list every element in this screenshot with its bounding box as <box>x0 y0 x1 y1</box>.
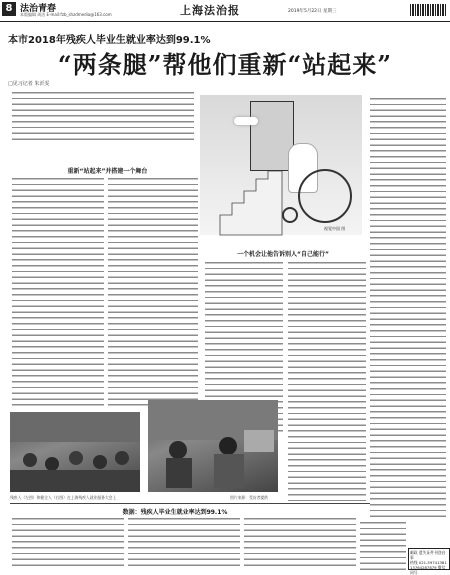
page-number: 8 <box>2 2 16 16</box>
wheelchair-small-wheel-icon <box>282 207 298 223</box>
wheelchair-wheel-icon <box>298 169 352 223</box>
body-col-7 <box>244 518 356 570</box>
body-col-2 <box>108 178 198 408</box>
body-col-4 <box>288 262 366 502</box>
article-headline: “两条腿”帮他们重新“站起来” <box>57 50 393 79</box>
photo-job-fair <box>10 412 140 492</box>
subhead-data: 数据：残疾人毕业生就业率达到99.1% <box>122 509 228 516</box>
ad-line-2: 热线 021-59741381 <box>410 560 447 565</box>
photo-caption-2: 图片来源：受访者提供 <box>230 495 268 500</box>
body-col-6 <box>128 518 240 570</box>
masthead <box>0 0 450 22</box>
barcode-icon <box>410 4 446 16</box>
editor-meta: 本版编辑 周洁 E-mail:fzb_shzdmedia@163.com <box>20 12 112 17</box>
newspaper-logo: 上海法治报 <box>180 4 240 17</box>
section-title: 法治青春 <box>20 4 57 14</box>
crowd-graphic <box>10 412 140 492</box>
subhead-opportunity: 一个机会让他告诉别人“自己能行” <box>237 251 329 258</box>
main-illustration <box>200 95 362 235</box>
ad-line-3: 13764287879 微信同号 <box>410 565 446 575</box>
body-col-8 <box>360 522 406 570</box>
main-photo-credit: 视觉中国 图 <box>324 226 346 231</box>
divider-line <box>10 503 370 504</box>
ad-line-1: 邮政 遗失证件刊登启事 <box>410 550 446 560</box>
body-col-5 <box>12 518 124 570</box>
subhead-stage: 重新“站起来”并搭建一个舞台 <box>67 168 148 175</box>
article-byline: □见习记者 朱沂雯 <box>8 81 50 87</box>
workers-graphic <box>148 400 278 492</box>
article-kicker: 本市2018年残疾人毕业生就业率达到99.1% <box>8 35 211 46</box>
cloud-graphic <box>234 117 258 125</box>
classified-ad <box>408 548 450 575</box>
body-col-1 <box>12 178 104 408</box>
photo-workers <box>148 400 278 492</box>
lead-paragraph <box>12 92 194 142</box>
side-column-text <box>370 98 446 518</box>
photo-caption-1: 残疾人（左图）和健全人（右图）在上海残疾人就业服务大会上 <box>10 495 117 500</box>
issue-date: 2019年5月22日 星期三 <box>288 9 337 14</box>
